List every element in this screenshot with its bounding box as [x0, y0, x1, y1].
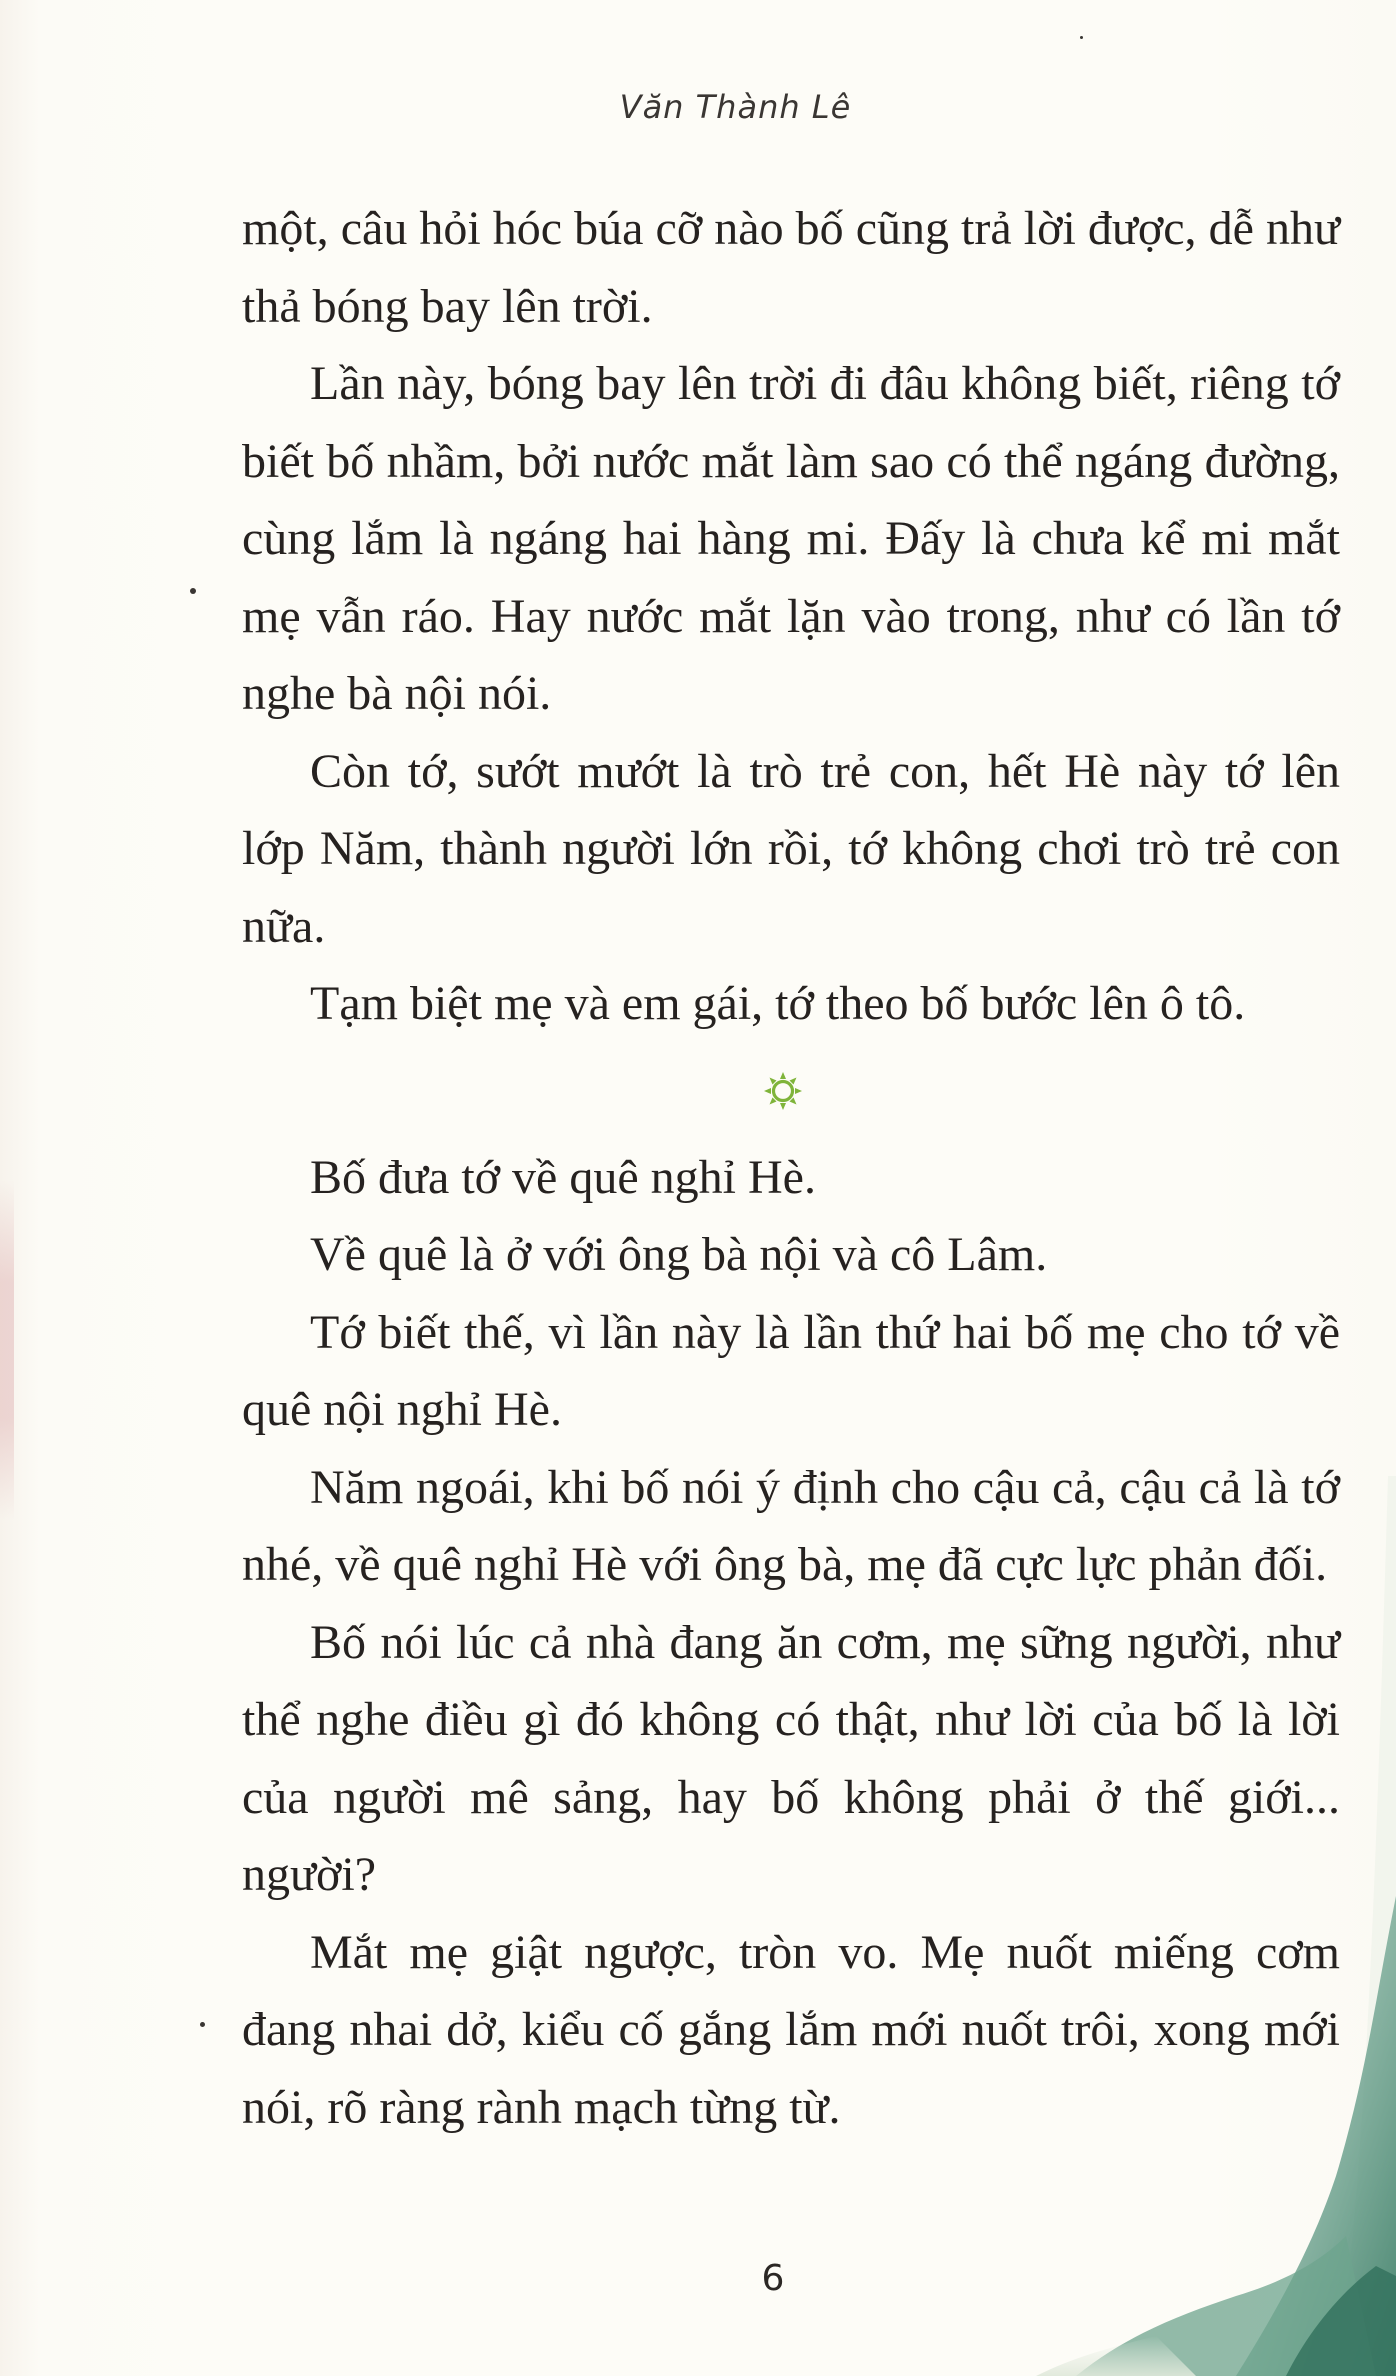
section-break-ornament: [226, 1043, 1340, 1139]
paragraph: Bố nói lúc cả nhà đang ăn cơm, mẹ sững người, như thể nghe điều gì đó không có thật, như lời của bố là lời của người mê sảng, hay bố không phải ở thế giới... người?: [242, 1615, 1340, 1901]
paragraph: Năm ngoái, khi bố nói ý định cho cậu cả, cậu cả là tớ nhé, về quê nghỉ Hè với ông bà, mẹ đã cực lực phản đối.: [242, 1460, 1340, 1591]
paragraph: Tạm biệt mẹ và em gái, tớ theo bố bước lên ô tô.: [310, 977, 1246, 1030]
paragraph: Mắt mẹ giật ngược, tròn vo. Mẹ nuốt miếng cơm đang nhai dở, kiểu cố gắng lắm mới nuốt trôi, xong mới nói, rõ ràng rành mạch từng từ.: [242, 1925, 1340, 2134]
paragraph: Lần này, bóng bay lên trời đi đâu không biết, riêng tớ biết bố nhầm, bởi nước mắt làm sao có thể ngáng đường, cùng lắm là ngáng hai hàng mi. Đấy là chưa kể mi mắt mẹ vẫn ráo. Hay nước mắt lặn vào trong, như có lần tớ nghe bà nội nói.: [242, 357, 1340, 720]
paper-speck: [190, 588, 196, 594]
body-text: [242, 190, 1340, 2146]
paragraph: Còn tớ, sướt mướt là trò trẻ con, hết Hè này tớ lên lớp Năm, thành người lớn rồi, tớ không chơi trò trẻ con nữa.: [242, 744, 1340, 953]
paragraph: Tớ biết thế, vì lần này là lần thứ hai bố mẹ cho tớ về quê nội nghỉ Hè.: [242, 1305, 1340, 1436]
sun-ornament-icon: [763, 1071, 803, 1111]
page-edge-tint: [0, 1180, 14, 1520]
paragraph: Bố đưa tớ về quê nghỉ Hè.: [310, 1150, 816, 1204]
paragraph: một, câu hỏi hóc búa cỡ nào bố cũng trả lời được, dễ như thả bóng bay lên trời.: [242, 202, 1340, 333]
paragraph: Về quê là ở với ông bà nội và cô Lâm.: [310, 1228, 1048, 1281]
running-header-author: Văn Thành Lê: [619, 88, 852, 126]
page-number: 6: [761, 2258, 785, 2299]
paper-speck: [200, 2022, 205, 2027]
paper-speck: [1080, 36, 1083, 39]
